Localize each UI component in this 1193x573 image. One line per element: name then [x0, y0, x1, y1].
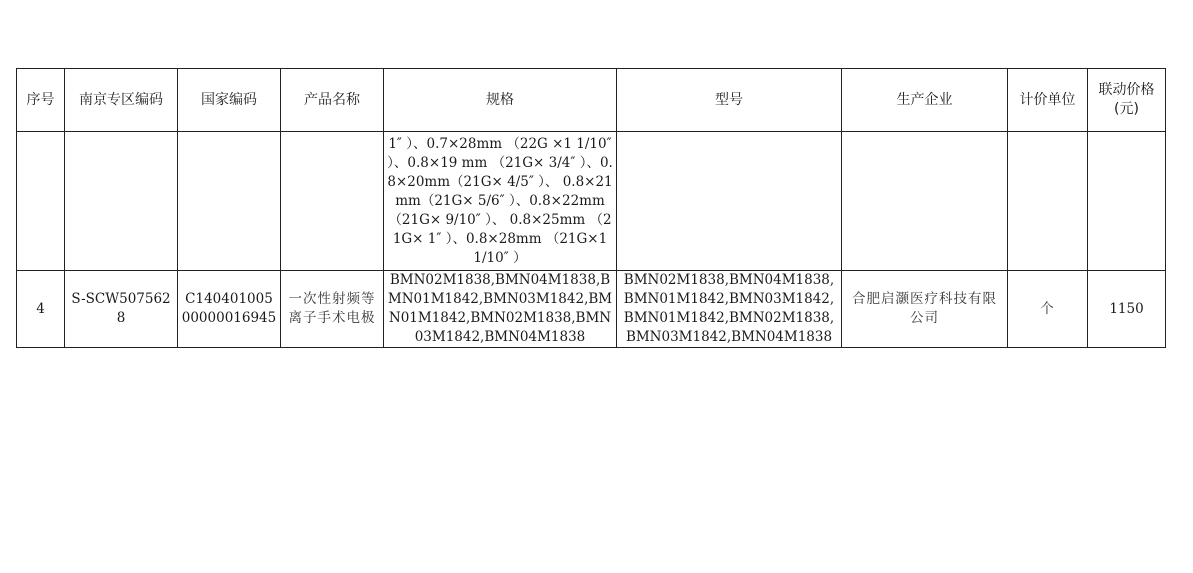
cell-nanjing-code	[65, 132, 178, 271]
header-spec: 规格	[384, 69, 617, 132]
cell-manufacturer: 合肥启灏医疗科技有限公司	[842, 271, 1008, 348]
price-sheet	[16, 68, 1166, 348]
header-model: 型号	[617, 69, 842, 132]
header-index: 序号	[17, 69, 65, 132]
cell-manufacturer	[842, 132, 1008, 271]
cell-index	[17, 132, 65, 271]
header-product-name: 产品名称	[281, 69, 384, 132]
cell-nanjing-code: S-SCW5075628	[65, 271, 178, 348]
cell-unit: 个	[1008, 271, 1088, 348]
cell-model	[617, 132, 842, 271]
cell-index: 4	[17, 271, 65, 348]
header-manufacturer: 生产企业	[842, 69, 1008, 132]
cell-price	[1088, 132, 1166, 271]
cell-national-code: C14040100500000016945	[178, 271, 281, 348]
cell-national-code	[178, 132, 281, 271]
cell-spec: 1″ ）、0.7×28mm （22G ×1 1/10″ ）、0.8×19 mm （21G× 3/4″ ）、0.8×20mm（21G× 4/5″ ）、 0.8×21mm（21G× 5/6″ ）、0.8×22mm（21G× 9/10″ ）、 0.8×25mm （21G× 1″ ）、0.8×28mm （21G×1 1/10″ ）	[384, 132, 617, 271]
header-national-code: 国家编码	[178, 69, 281, 132]
table-row	[17, 132, 1166, 271]
header-price: 联动价格(元)	[1088, 69, 1166, 132]
cell-spec: BMN02M1838,BMN04M1838,BMN01M1842,BMN03M1842,BMN01M1842,BMN02M1838,BMN03M1842,BMN04M1838	[384, 271, 617, 348]
cell-unit	[1008, 132, 1088, 271]
header-row	[17, 69, 1166, 132]
price-table	[16, 68, 1166, 348]
cell-product-name	[281, 132, 384, 271]
cell-price: 1150	[1088, 271, 1166, 348]
header-nanjing-code: 南京专区编码	[65, 69, 178, 132]
header-unit: 计价单位	[1008, 69, 1088, 132]
cell-product-name: 一次性射频等离子手术电极	[281, 271, 384, 348]
cell-model: BMN02M1838,BMN04M1838,BMN01M1842,BMN03M1842,BMN01M1842,BMN02M1838,BMN03M1842,BMN04M1838	[617, 271, 842, 348]
table-row	[17, 271, 1166, 348]
